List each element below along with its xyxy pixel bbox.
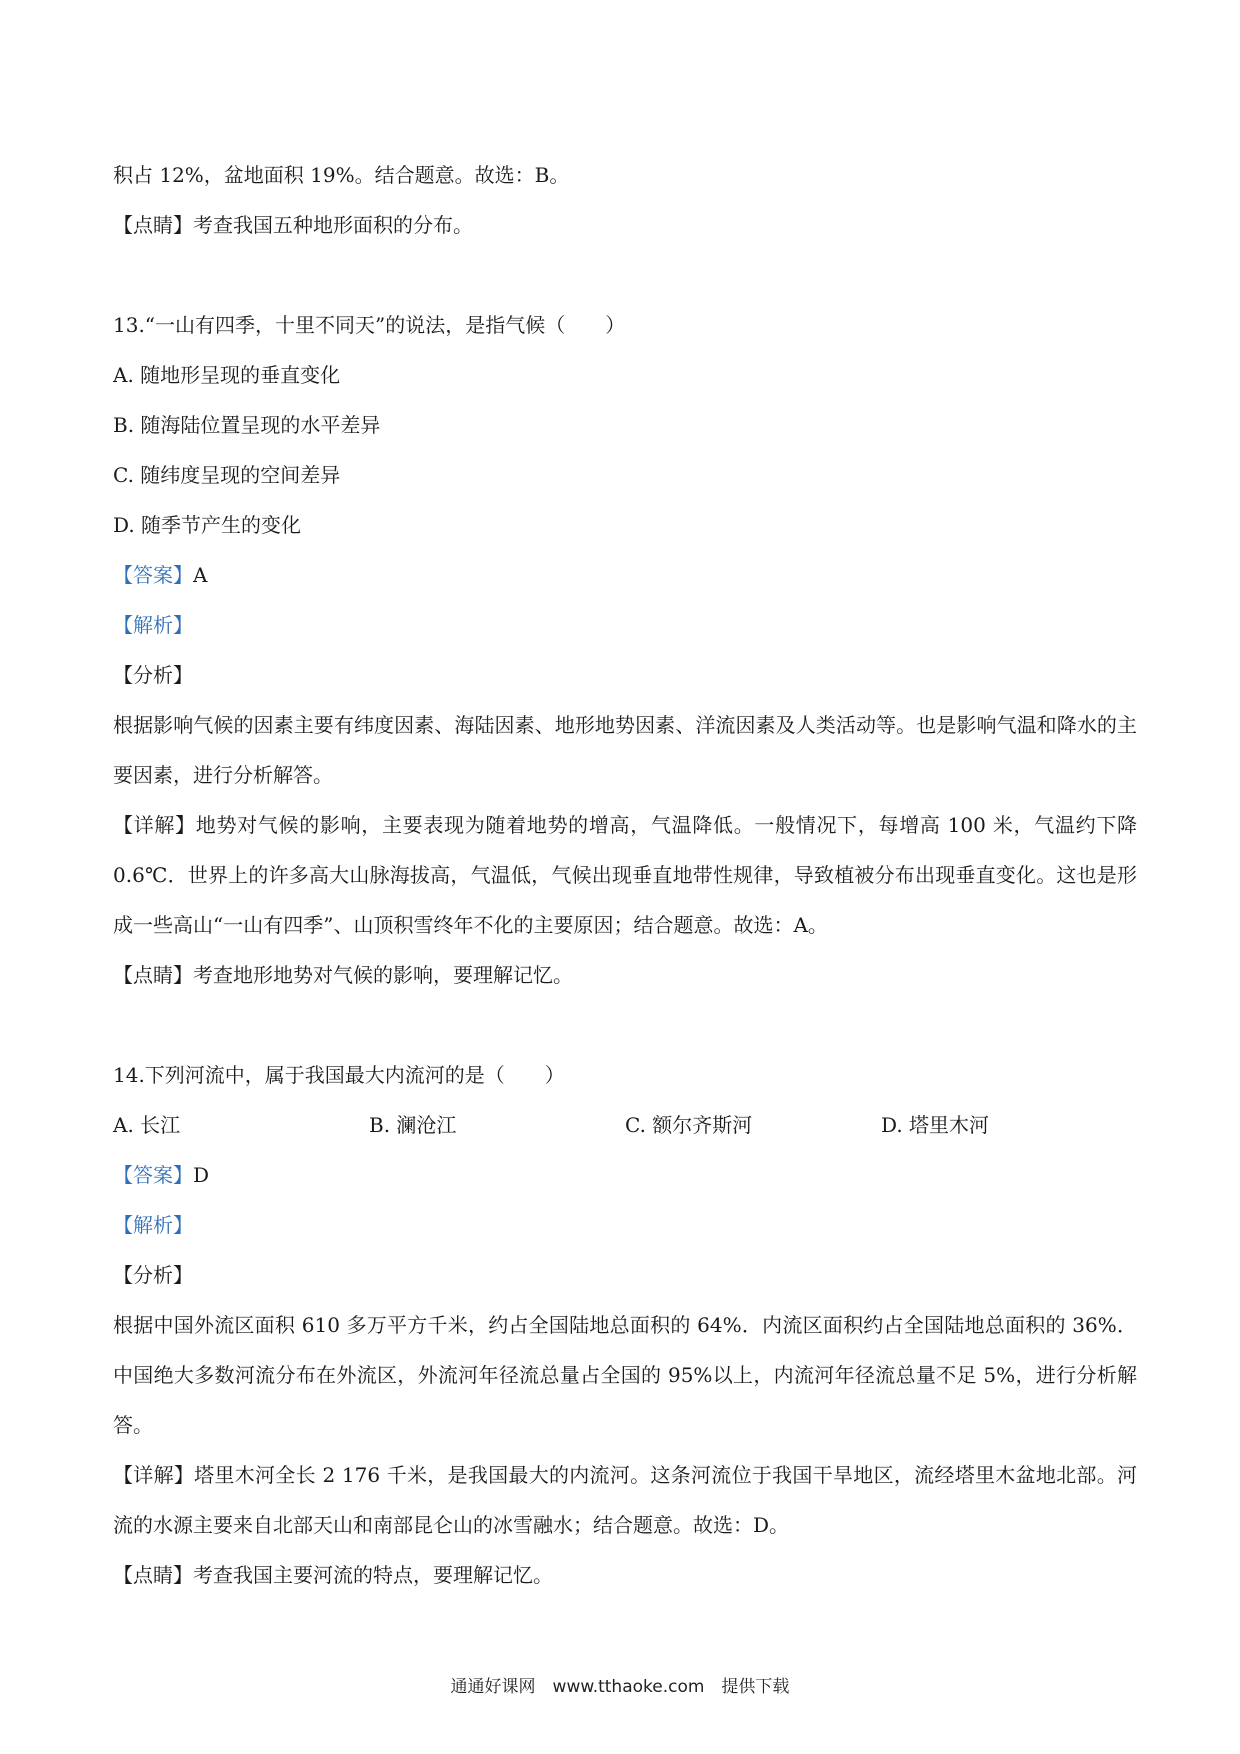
question-stem: 13.“一山有四季，十里不同天”的说法，是指气候（ ） (113, 313, 626, 337)
question-14 (113, 1050, 1137, 1600)
fenxi-tag: 【分析】 (113, 1263, 193, 1287)
xiangjie-text: 塔里木河全长 2 176 千米，是我国最大的内流河。这条河流位于我国干旱地区，流经塔里木盆地北部。河流的水源主要来自北部天山和南部昆仑山的冰雪融水；结合题意。故选：D。 (113, 1463, 1137, 1537)
option-b: B. 随海陆位置呈现的水平差异 (113, 413, 381, 437)
option-a: A. 随地形呈现的垂直变化 (113, 363, 341, 387)
option-c: C. 随纬度呈现的空间差异 (113, 463, 341, 487)
fenxi-tag: 【分析】 (113, 663, 193, 687)
question-13 (113, 300, 1137, 1000)
question-stem: 14.下列河流中，属于我国最大内流河的是（ ） (113, 1063, 565, 1087)
page-footer: 通通好课网 www.tthaoke.com 提供下载 (450, 1677, 790, 1697)
option-c: C. 额尔齐斯河 (625, 1113, 753, 1137)
dianjing-tag: 【点睛】 (113, 1563, 193, 1587)
continued-text: 积占 12%，盆地面积 19%。结合题意。故选：B。 (113, 163, 570, 187)
dianjing-text: 考查地形地势对气候的影响，要理解记忆。 (193, 963, 573, 987)
answer-tag: 【答案】 (113, 1163, 193, 1187)
xiangjie-paragraph (113, 1450, 1137, 1550)
xiangjie-tag: 【详解】 (113, 1463, 195, 1487)
xiangjie-paragraph (113, 800, 1137, 950)
option-d: D. 随季节产生的变化 (113, 513, 302, 537)
dianjing-tag: 【点睛】 (113, 213, 193, 237)
option-d: D. 塔里木河 (881, 1113, 990, 1137)
document-body (113, 150, 1137, 1600)
top-dianjing (113, 200, 1137, 250)
dianjing-tag: 【点睛】 (113, 963, 193, 987)
xiangjie-tag: 【详解】 (113, 813, 196, 837)
dianjing-text: 考查我国五种地形面积的分布。 (193, 213, 473, 237)
answer-value: D (193, 1163, 210, 1187)
dianjing-line (113, 950, 1137, 1000)
answer-value: A (193, 563, 208, 587)
options-row (113, 1100, 1137, 1150)
jiexi-tag: 【解析】 (113, 613, 193, 637)
xiangjie-text: 地势对气候的影响，主要表现为随着地势的增高，气温降低。一般情况下，每增高 100 米，气温约下降 0.6℃．世界上的许多高大山脉海拔高，气温低，气候出现垂直地带性规律，导致植被分布出现垂直变化。这也是形成一些高山“一山有四季”、山顶积雪终年不化的主要原因；结合题意。故选：A。 (113, 813, 1138, 937)
answer-line (113, 550, 1137, 600)
option-a: A. 长江 (113, 1113, 181, 1137)
jiexi-tag: 【解析】 (113, 1213, 193, 1237)
answer-line (113, 1150, 1137, 1200)
fenxi-text: 根据影响气候的因素主要有纬度因素、海陆因素、地形地势因素、洋流因素及人类活动等。也是影响气温和降水的主要因素，进行分析解答。 (113, 713, 1137, 787)
fenxi-text: 根据中国外流区面积 610 多万平方千米，约占全国陆地总面积的 64%．内流区面积约占全国陆地总面积的 36%．中国绝大多数河流分布在外流区，外流河年径流总量占全国的 95%以上，内流河年径流总量不足 5%，进行分析解答。 (113, 1313, 1137, 1437)
dianjing-text: 考查我国主要河流的特点，要理解记忆。 (193, 1563, 553, 1587)
dianjing-line (113, 1550, 1137, 1600)
answer-tag: 【答案】 (113, 563, 193, 587)
option-b: B. 澜沧江 (369, 1113, 457, 1137)
